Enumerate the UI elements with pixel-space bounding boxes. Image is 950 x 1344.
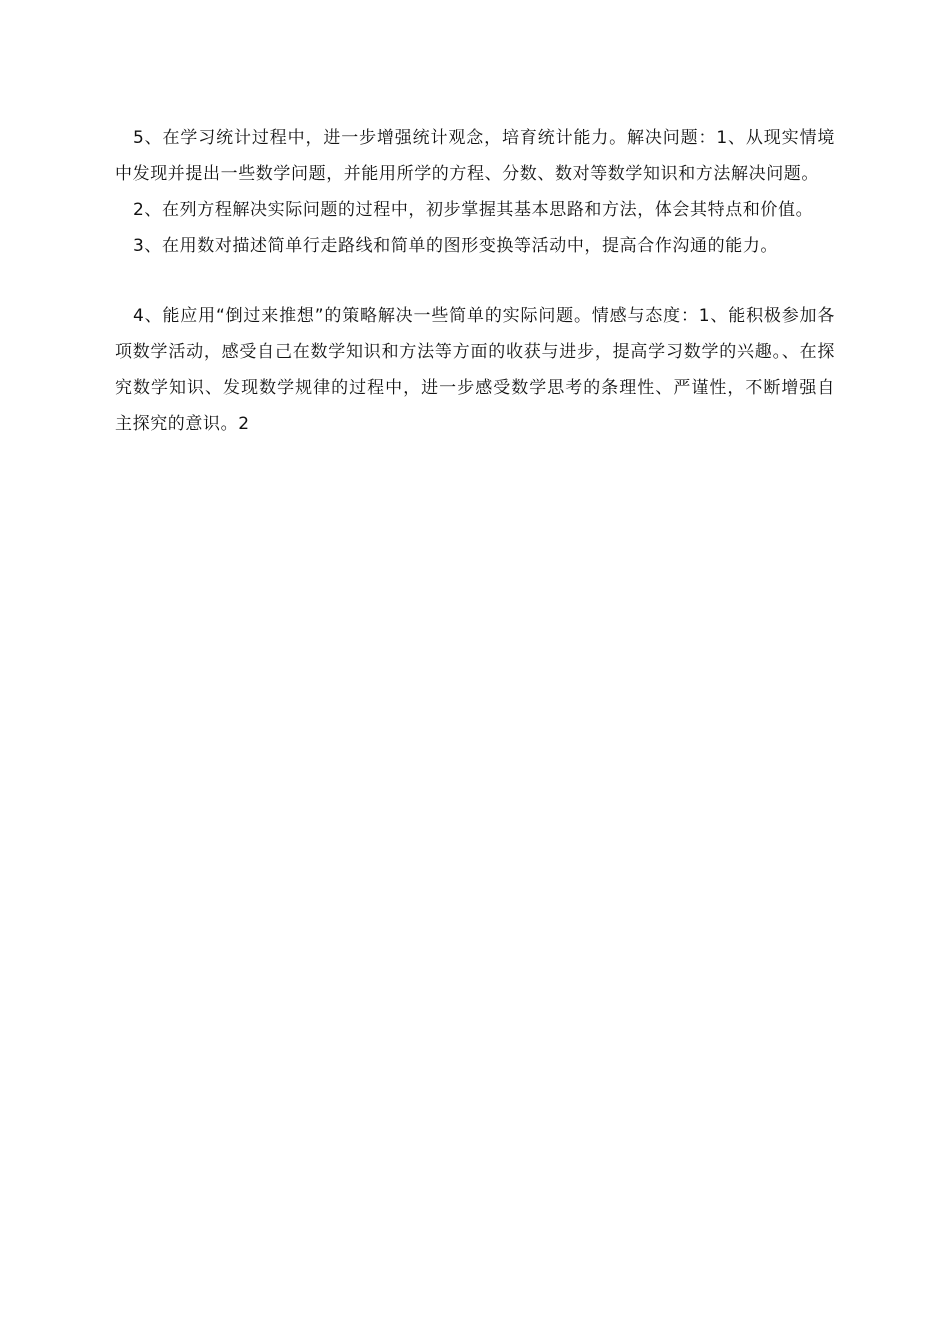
paragraph-3-coordinates: 3、在用数对描述简单行走路线和简单的图形变换等活动中，提高合作沟通的能力。 (133, 236, 779, 256)
document-body (115, 120, 835, 442)
paragraph-5-statistics: 5、在学习统计过程中，进一步增强统计观念，培育统计能力。解决问题：1、从现实情境中发现并提出一些数学问题，并能用所学的方程、分数、数对等数学知识和方法解决问题。 (115, 128, 835, 184)
paragraph-2-equations: 2、在列方程解决实际问题的过程中，初步掌握其基本思路和方法，体会其特点和价值。 (133, 200, 814, 220)
paragraph-4-strategy: 4、能应用“倒过来推想”的策略解决一些简单的实际问题。情感与态度：1、能积极参加各项数学活动，感受自己在数学知识和方法等方面的收获与进步，提高学习数学的兴趣。、在探究数学知识、发现数学规律的过程中，进一步感受数学思考的条理性、严谨性，不断增强自主探究的意识。2 (115, 306, 835, 434)
